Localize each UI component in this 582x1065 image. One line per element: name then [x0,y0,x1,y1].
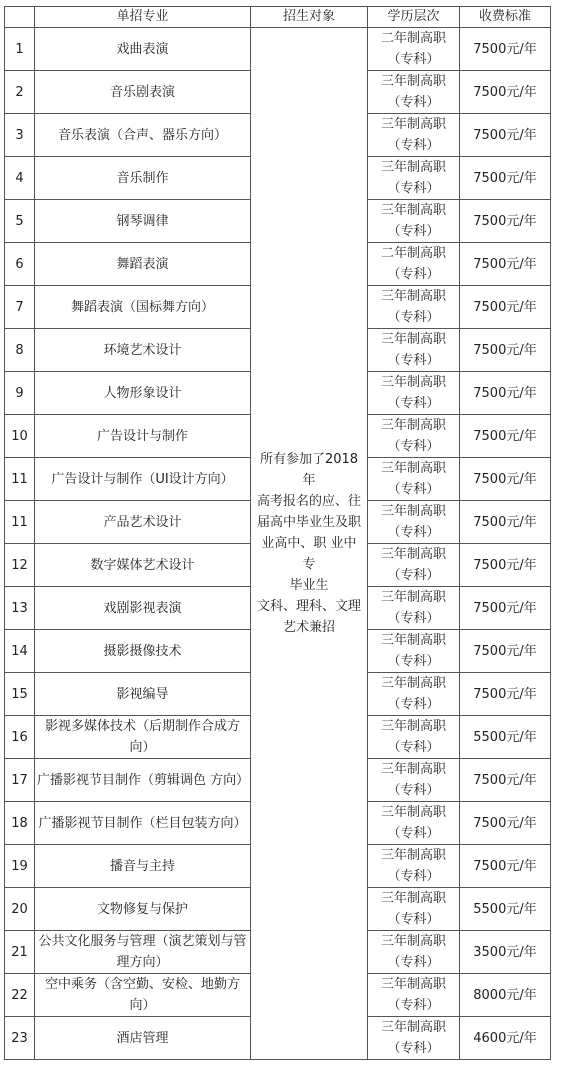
education-level [368,372,460,415]
education-level [368,888,460,931]
education-level [368,630,460,673]
education-level-degree: （专科） [387,52,440,67]
education-level-program: 三年制高职 [380,332,446,347]
major-name: 广告设计与制作（UI设计方向） [35,458,251,501]
education-level-program: 三年制高职 [380,805,446,820]
row-number: 20 [5,888,35,931]
row-number: 5 [5,200,35,243]
row-number: 17 [5,759,35,802]
tuition-fee: 7500元/年 [460,673,551,716]
tuition-fee: 7500元/年 [460,157,551,200]
education-level-degree: （专科） [387,697,440,712]
education-level-degree: （专科） [387,740,440,755]
row-number: 11 [5,458,35,501]
education-level-degree: （专科） [387,998,440,1013]
major-name: 摄影摄像技术 [35,630,251,673]
education-level-program: 三年制高职 [380,504,446,519]
education-level [368,71,460,114]
major-name: 音乐表演（合声、器乐方向） [35,114,251,157]
tuition-fee: 7500元/年 [460,458,551,501]
row-number: 1 [5,28,35,71]
major-name: 产品艺术设计 [35,501,251,544]
major-name: 空中乘务（含空勤、安检、地勤方向） [35,974,251,1017]
major-name: 广播影视节目制作（栏目包装方向） [35,802,251,845]
row-number: 14 [5,630,35,673]
enrollment-target-line: 届高中毕业生及职 [256,515,361,530]
row-number: 9 [5,372,35,415]
education-level-degree: （专科） [387,912,440,927]
education-level [368,716,460,759]
row-number: 12 [5,544,35,587]
enrollment-target-line: 艺术兼招 [282,620,335,635]
education-level-degree: （专科） [387,783,440,798]
major-name: 广告设计与制作 [35,415,251,458]
education-level [368,1017,460,1060]
major-name: 公共文化服务与管理（演艺策划与管理方向） [35,931,251,974]
row-number: 11 [5,501,35,544]
tuition-fee: 7500元/年 [460,114,551,157]
education-level-degree: （专科） [387,181,440,196]
header-major: 单招专业 [35,7,251,28]
education-level-program: 三年制高职 [380,117,446,132]
education-level-degree: （专科） [387,267,440,282]
enrollment-table [4,6,551,1060]
enrollment-target-line: 所有参加了2018年 [259,452,359,488]
table-body [5,28,551,1060]
education-level-degree: （专科） [387,1041,440,1056]
row-number: 4 [5,157,35,200]
major-name: 音乐制作 [35,157,251,200]
major-name: 钢琴调律 [35,200,251,243]
table-row [5,28,551,71]
tuition-fee: 7500元/年 [460,200,551,243]
education-level [368,802,460,845]
education-level-degree: （专科） [387,138,440,153]
education-level-degree: （专科） [387,95,440,110]
education-level-program: 二年制高职 [380,31,446,46]
tuition-fee: 7500元/年 [460,71,551,114]
major-name: 舞蹈表演 [35,243,251,286]
education-level-program: 三年制高职 [380,375,446,390]
major-name: 影视编导 [35,673,251,716]
education-level-program: 三年制高职 [380,461,446,476]
header-fee: 收费标准 [460,7,551,28]
education-level-degree: （专科） [387,525,440,540]
tuition-fee: 7500元/年 [460,243,551,286]
row-number: 21 [5,931,35,974]
education-level [368,974,460,1017]
row-number: 16 [5,716,35,759]
row-number: 18 [5,802,35,845]
header-number [5,7,35,28]
education-level [368,458,460,501]
education-level-program: 三年制高职 [380,977,446,992]
row-number: 23 [5,1017,35,1060]
education-level [368,544,460,587]
tuition-fee: 3500元/年 [460,931,551,974]
tuition-fee: 7500元/年 [460,587,551,630]
tuition-fee: 7500元/年 [460,630,551,673]
education-level-degree: （专科） [387,224,440,239]
row-number: 2 [5,71,35,114]
education-level-degree: （专科） [387,654,440,669]
education-level-degree: （专科） [387,482,440,497]
education-level-program: 三年制高职 [380,633,446,648]
education-level-program: 三年制高职 [380,74,446,89]
education-level [368,243,460,286]
education-level [368,415,460,458]
education-level [368,286,460,329]
education-level-degree: （专科） [387,568,440,583]
education-level [368,114,460,157]
tuition-fee: 7500元/年 [460,845,551,888]
education-level-degree: （专科） [387,955,440,970]
education-level-degree: （专科） [387,353,440,368]
major-name: 数字媒体艺术设计 [35,544,251,587]
education-level-degree: （专科） [387,439,440,454]
education-level [368,845,460,888]
education-level-degree: （专科） [387,310,440,325]
row-number: 6 [5,243,35,286]
education-level-program: 三年制高职 [380,203,446,218]
education-level-degree: （专科） [387,826,440,841]
major-name: 环境艺术设计 [35,329,251,372]
education-level-degree: （专科） [387,611,440,626]
education-level [368,200,460,243]
tuition-fee: 7500元/年 [460,372,551,415]
major-name: 广播影视节目制作（剪辑调色 方向） [35,759,251,802]
education-level [368,329,460,372]
education-level-program: 三年制高职 [380,547,446,562]
education-level-program: 三年制高职 [380,676,446,691]
major-name: 音乐剧表演 [35,71,251,114]
row-number: 13 [5,587,35,630]
major-name: 人物形象设计 [35,372,251,415]
row-number: 15 [5,673,35,716]
tuition-fee: 8000元/年 [460,974,551,1017]
major-name: 酒店管理 [35,1017,251,1060]
tuition-fee: 5500元/年 [460,888,551,931]
education-level [368,157,460,200]
header-target: 招生对象 [251,7,368,28]
tuition-fee: 7500元/年 [460,415,551,458]
education-level-degree: （专科） [387,869,440,884]
major-name: 戏剧影视表演 [35,587,251,630]
tuition-fee: 7500元/年 [460,28,551,71]
enrollment-target-line: 毕业生 [289,578,329,593]
education-level [368,759,460,802]
table-header-row [5,7,551,28]
tuition-fee: 7500元/年 [460,759,551,802]
enrollment-target-line: 文科、理科、文理 [256,599,361,614]
row-number: 19 [5,845,35,888]
major-name: 舞蹈表演（国标舞方向） [35,286,251,329]
tuition-fee: 7500元/年 [460,501,551,544]
education-level-program: 二年制高职 [380,246,446,261]
tuition-fee: 7500元/年 [460,544,551,587]
tuition-fee: 4600元/年 [460,1017,551,1060]
row-number: 7 [5,286,35,329]
major-name: 播音与主持 [35,845,251,888]
education-level-program: 三年制高职 [380,934,446,949]
education-level [368,28,460,71]
row-number: 22 [5,974,35,1017]
education-level-degree: （专科） [387,396,440,411]
tuition-fee: 7500元/年 [460,802,551,845]
education-level-program: 三年制高职 [380,160,446,175]
major-name: 戏曲表演 [35,28,251,71]
education-level-program: 三年制高职 [380,590,446,605]
education-level-program: 三年制高职 [380,1020,446,1035]
education-level-program: 三年制高职 [380,418,446,433]
row-number: 3 [5,114,35,157]
row-number: 10 [5,415,35,458]
tuition-fee: 7500元/年 [460,329,551,372]
education-level [368,587,460,630]
tuition-fee: 5500元/年 [460,716,551,759]
education-level-program: 三年制高职 [380,891,446,906]
education-level [368,931,460,974]
education-level-program: 三年制高职 [380,762,446,777]
header-level: 学历层次 [368,7,460,28]
education-level-program: 三年制高职 [380,719,446,734]
enrollment-target-line: 业高中、职 业中专 [261,536,357,572]
row-number: 8 [5,329,35,372]
enrollment-target [251,28,368,1060]
tuition-fee: 7500元/年 [460,286,551,329]
education-level [368,673,460,716]
major-name: 影视多媒体技术（后期制作合成方向） [35,716,251,759]
education-level-program: 三年制高职 [380,848,446,863]
major-name: 文物修复与保护 [35,888,251,931]
enrollment-target-line: 高考报名的应、往 [256,494,361,509]
education-level [368,501,460,544]
education-level-program: 三年制高职 [380,289,446,304]
